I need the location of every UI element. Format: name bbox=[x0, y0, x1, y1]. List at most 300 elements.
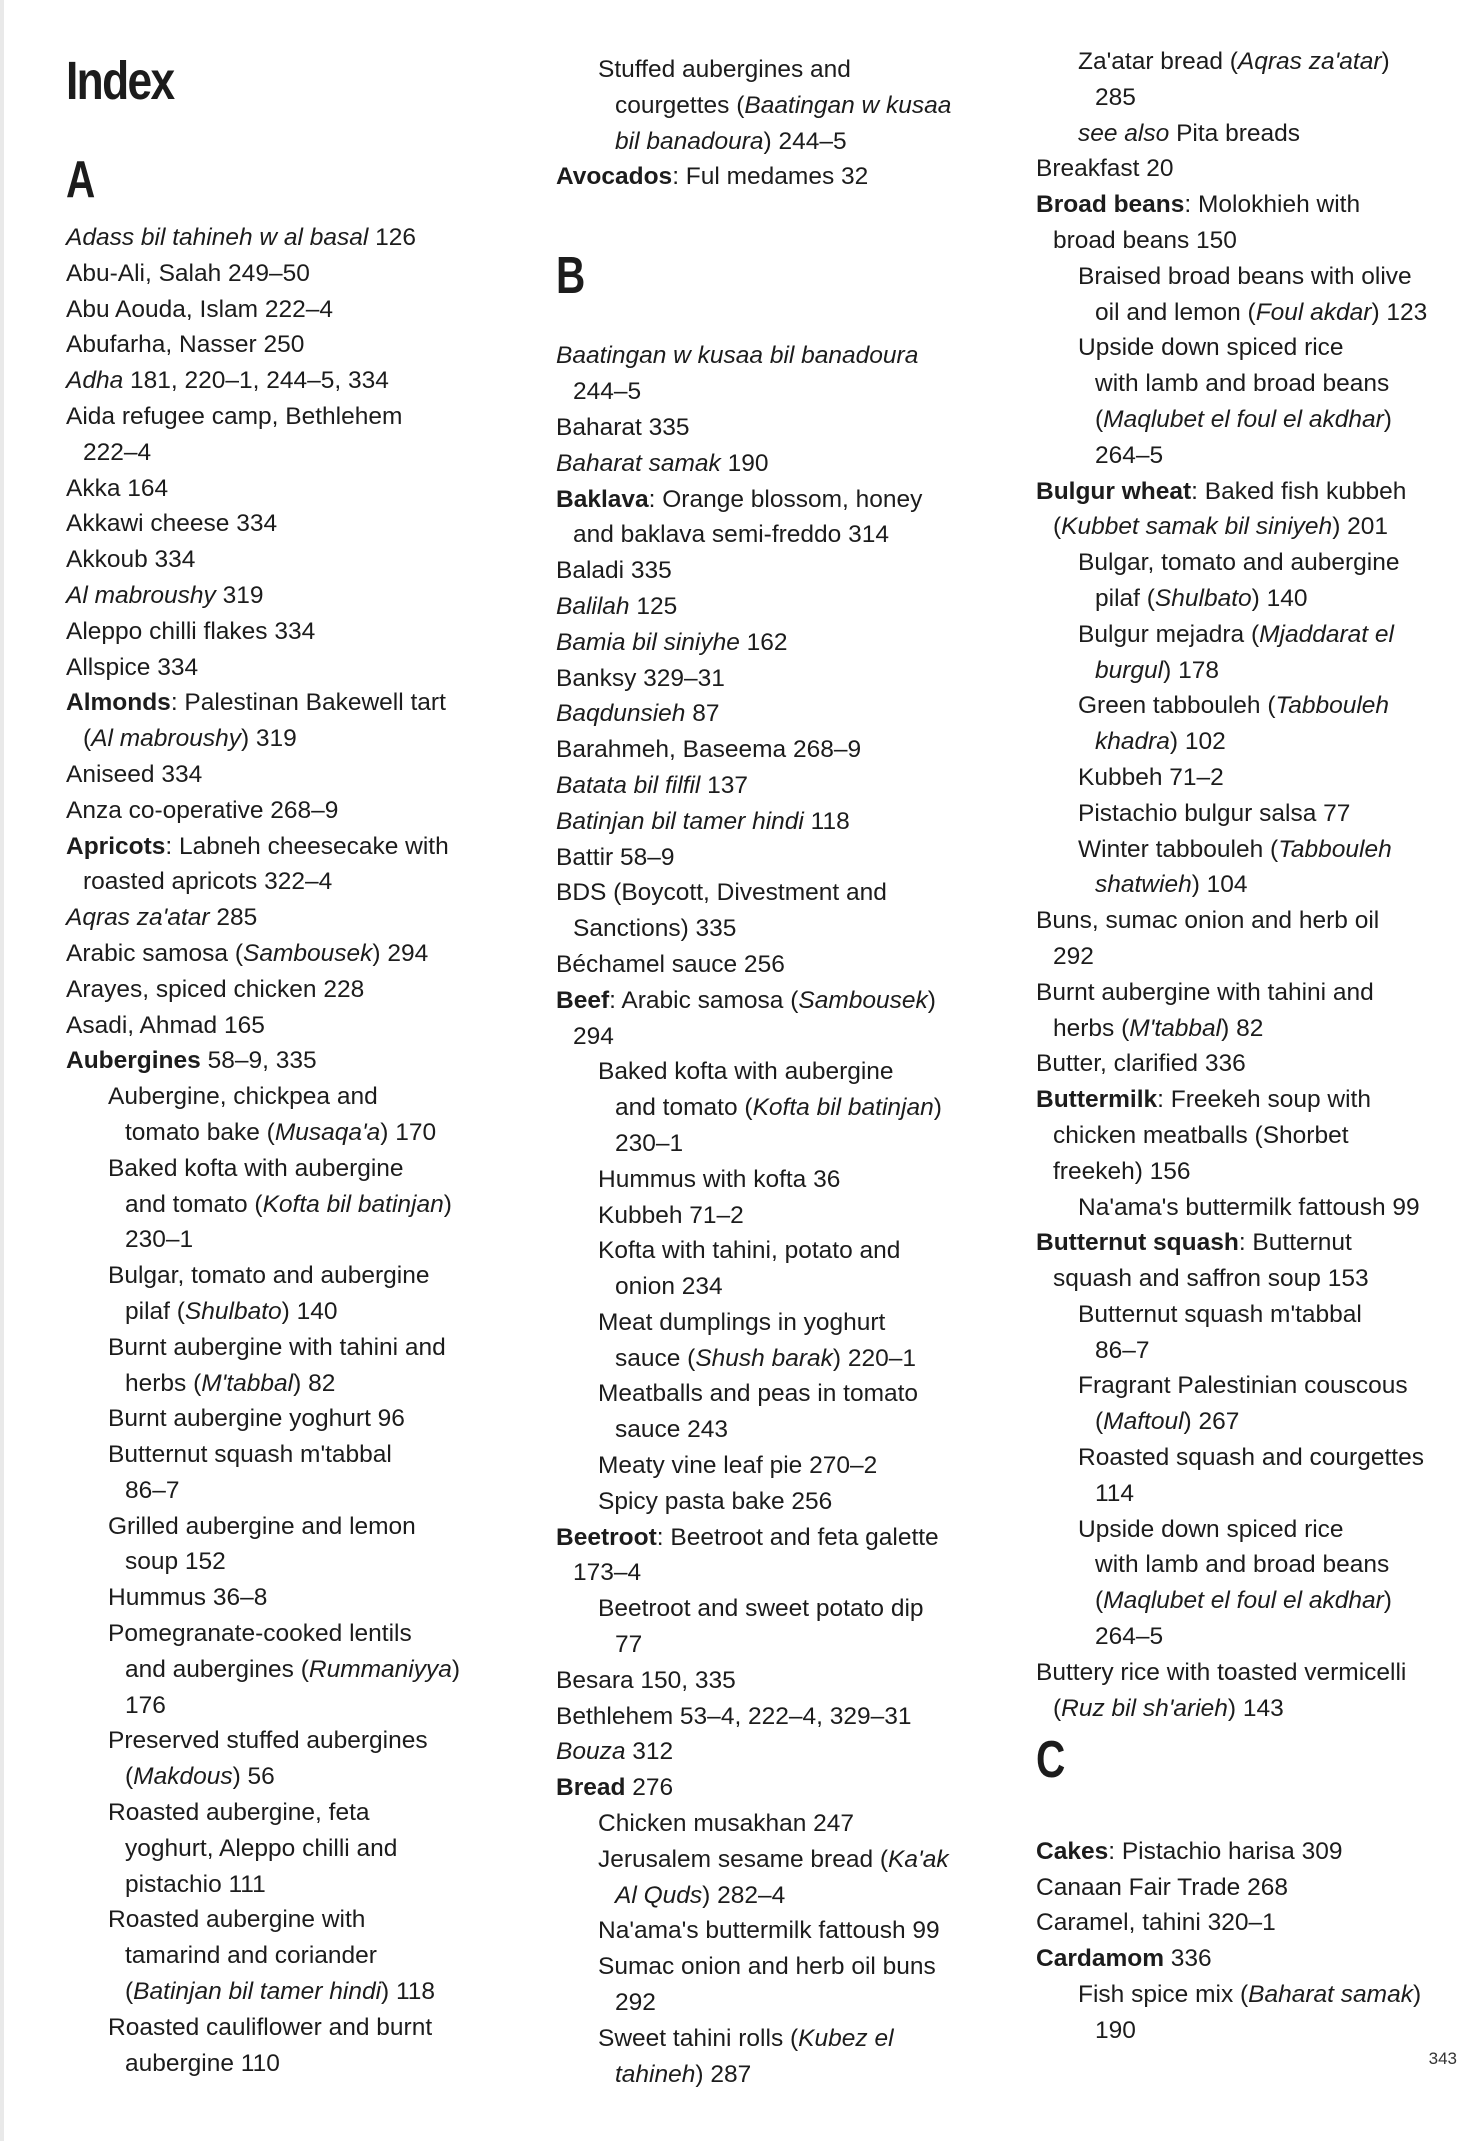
entry-text: freekeh) 156 bbox=[1053, 1157, 1191, 1185]
entry-title-italic: Adha bbox=[66, 367, 124, 395]
index-entry bbox=[66, 1043, 516, 1079]
index-subentry bbox=[556, 1842, 1026, 1878]
entry-text: 190 bbox=[720, 449, 769, 477]
entry-text: pilaf ( bbox=[1095, 584, 1155, 612]
entry-text: 126 bbox=[368, 224, 417, 251]
index-subentry bbox=[1036, 80, 1466, 116]
index-subentry bbox=[1036, 366, 1466, 402]
index-entry bbox=[1036, 474, 1466, 510]
entry-text: Bulgar, tomato and aubergine bbox=[108, 1262, 430, 1290]
index-entry bbox=[556, 911, 1026, 947]
page-title: Index bbox=[66, 51, 174, 111]
entry-text: : Beetroot and feta galette bbox=[656, 1523, 939, 1551]
entry-text: ( bbox=[1095, 405, 1104, 433]
entry-text: Meatballs and peas in tomato bbox=[598, 1380, 919, 1408]
entry-text: ) 267 bbox=[1183, 1408, 1240, 1436]
entry-text: ) bbox=[451, 1655, 461, 1683]
entry-title-italic: Maqlubet el foul el akdhar bbox=[1103, 405, 1384, 433]
entry-title-italic: Al mabroushy bbox=[91, 725, 241, 753]
index-entry bbox=[556, 696, 1026, 732]
index-subentry bbox=[556, 1126, 1026, 1162]
index-entry bbox=[1036, 903, 1466, 939]
entry-text: Roasted cauliflower and burnt bbox=[108, 2013, 433, 2041]
index-entry bbox=[66, 757, 516, 793]
entry-heading: Broad beans bbox=[1036, 191, 1185, 219]
entry-text: 244–5 bbox=[573, 378, 642, 406]
entry-text: Akkawi cheese 334 bbox=[66, 510, 278, 538]
index-entry bbox=[1036, 1225, 1466, 1261]
index-entry bbox=[1036, 1691, 1466, 1727]
index-subentry bbox=[66, 1151, 516, 1187]
section-spacer bbox=[556, 303, 1026, 339]
entry-text: pistachio 111 bbox=[125, 1870, 266, 1898]
entry-text: ) 319 bbox=[240, 725, 297, 753]
index-subentry bbox=[1036, 581, 1466, 617]
index-subentry bbox=[1036, 688, 1466, 724]
index-subentry bbox=[66, 1115, 516, 1151]
index-entry bbox=[556, 1555, 1026, 1591]
entry-text: BDS (Boycott, Divestment and bbox=[556, 879, 887, 907]
entry-title-italic: Batata bil filfil bbox=[556, 771, 701, 799]
entry-text: 87 bbox=[685, 700, 720, 728]
index-entries-col2 bbox=[556, 52, 1026, 2092]
entry-text: Pistachio bulgur salsa 77 bbox=[1078, 799, 1351, 827]
entry-text: aubergine 110 bbox=[125, 2049, 280, 2077]
entry-text: Bethlehem 53–4, 222–4, 329–31 bbox=[556, 1702, 912, 1730]
entry-text: 137 bbox=[700, 771, 749, 799]
entry-text: Beetroot and sweet potato dip bbox=[598, 1595, 924, 1623]
index-subentry bbox=[556, 1448, 1026, 1484]
index-entry bbox=[556, 625, 1026, 661]
index-entry bbox=[556, 661, 1026, 697]
entry-text: 285 bbox=[209, 904, 258, 932]
entry-title-italic: Aqras za'atar bbox=[66, 904, 210, 932]
entry-text: : Labneh cheesecake with bbox=[165, 832, 449, 860]
entry-text: Fragrant Palestinian couscous bbox=[1078, 1372, 1408, 1400]
index-subentry bbox=[556, 1412, 1026, 1448]
index-subentry bbox=[1036, 1512, 1466, 1548]
index-entry bbox=[1036, 223, 1466, 259]
entry-text: Bulgur mejadra ( bbox=[1078, 620, 1260, 648]
entry-text: ) 294 bbox=[372, 939, 429, 967]
entry-title-italic: Al mabroushy bbox=[66, 581, 216, 609]
entry-text: pilaf ( bbox=[125, 1297, 185, 1325]
index-subentry bbox=[1036, 116, 1466, 152]
index-entry bbox=[1036, 509, 1466, 545]
entry-text: : Palestinan Bakewell tart bbox=[170, 689, 446, 717]
entry-text: Anza co-operative 268–9 bbox=[66, 796, 339, 824]
index-entry bbox=[66, 936, 516, 972]
entry-text: roasted apricots 322–4 bbox=[83, 868, 333, 896]
index-subentry bbox=[556, 1985, 1026, 2021]
index-subentry bbox=[66, 1401, 516, 1437]
entry-title-italic: Shulbato bbox=[1154, 584, 1252, 612]
index-entry bbox=[66, 220, 516, 256]
index-subentry bbox=[1036, 1619, 1466, 1655]
index-subentry bbox=[1036, 617, 1466, 653]
entry-text: yoghurt, Aleppo chilli and bbox=[125, 1834, 398, 1862]
entry-text: 86–7 bbox=[125, 1476, 180, 1504]
index-entry bbox=[66, 864, 516, 900]
entry-title-italic: shatwieh bbox=[1095, 871, 1192, 899]
entry-title-italic: Makdous bbox=[133, 1763, 233, 1791]
entry-title-italic: Baqdunsieh bbox=[556, 700, 686, 728]
entry-title-italic: Maqlubet el foul el akdhar bbox=[1103, 1587, 1384, 1615]
entry-title-italic: Rummaniyya bbox=[308, 1655, 452, 1683]
entry-text: 86–7 bbox=[1095, 1336, 1150, 1364]
index-entry bbox=[1036, 1011, 1466, 1047]
entry-text: 294 bbox=[573, 1022, 614, 1050]
index-subentry bbox=[1036, 1476, 1466, 1512]
entry-text: Allspice 334 bbox=[66, 653, 199, 681]
entry-text: Burnt aubergine with tahini and bbox=[1036, 978, 1374, 1006]
entry-title-italic: Baatingan w kusaa bil banadoura bbox=[556, 342, 919, 370]
entry-text: Banksy 329–31 bbox=[556, 664, 725, 692]
index-entry bbox=[556, 732, 1026, 768]
index-entry bbox=[66, 721, 516, 757]
index-subentry bbox=[556, 2057, 1026, 2093]
index-entry bbox=[66, 542, 516, 578]
entry-text: 118 bbox=[803, 807, 850, 835]
entry-text: onion 234 bbox=[615, 1273, 723, 1301]
entry-text: Stuffed aubergines and bbox=[598, 56, 851, 83]
entry-text: 58–9, 335 bbox=[200, 1047, 317, 1075]
entry-text: 276 bbox=[625, 1774, 674, 1802]
entry-text: ) bbox=[1383, 1587, 1392, 1615]
entry-text: Pomegranate-cooked lentils bbox=[108, 1620, 412, 1648]
entry-text: Abu Aouda, Islam 222–4 bbox=[66, 295, 333, 323]
entry-text: Buttery rice with toasted vermicelli bbox=[1036, 1658, 1407, 1686]
index-subentry bbox=[1036, 1440, 1466, 1476]
entry-text: 292 bbox=[615, 1989, 656, 2017]
entry-text: 125 bbox=[629, 592, 678, 620]
entry-title-italic: Foul akdar bbox=[1255, 298, 1372, 326]
index-entries-col1 bbox=[66, 220, 516, 2081]
entry-title-italic: Balilah bbox=[556, 592, 630, 620]
index-entry bbox=[1036, 151, 1466, 187]
entry-text: : Freekeh soup with bbox=[1157, 1086, 1371, 1114]
entry-text: Breakfast 20 bbox=[1036, 155, 1174, 183]
entry-title-italic: Maftoul bbox=[1103, 1408, 1184, 1436]
entry-text: ) 143 bbox=[1227, 1694, 1284, 1722]
entry-text: Aniseed 334 bbox=[66, 760, 203, 788]
entry-text: Butternut squash m'tabbal bbox=[1078, 1300, 1362, 1328]
entry-text: Roasted squash and courgettes bbox=[1078, 1444, 1424, 1472]
index-entry bbox=[66, 614, 516, 650]
entry-text: and tomato ( bbox=[615, 1094, 753, 1122]
section-spacer bbox=[1036, 1726, 1466, 1762]
entry-title-italic: Shush barak bbox=[695, 1344, 833, 1372]
entry-text: 190 bbox=[1095, 2016, 1136, 2044]
entry-text: Buns, sumac onion and herb oil bbox=[1036, 907, 1380, 935]
entry-heading: Beef bbox=[556, 986, 610, 1014]
index-subentry bbox=[556, 1305, 1026, 1341]
entry-heading: Cardamom bbox=[1036, 1945, 1164, 1973]
entry-text: ) 282–4 bbox=[702, 1881, 786, 1909]
index-subentry bbox=[1036, 438, 1466, 474]
entry-text: Baharat 335 bbox=[556, 413, 690, 441]
entry-text: Roasted aubergine with bbox=[108, 1906, 366, 1934]
entry-text: Béchamel sauce 256 bbox=[556, 950, 785, 978]
index-subentry bbox=[1036, 44, 1466, 80]
index-subentry bbox=[66, 1222, 516, 1258]
entry-text: Chicken musakhan 247 bbox=[598, 1810, 855, 1838]
index-subentry bbox=[556, 1198, 1026, 1234]
index-subentry bbox=[66, 1902, 516, 1938]
entry-text: ) 82 bbox=[1221, 1014, 1264, 1042]
entry-title-italic: Adass bil tahineh w al basal bbox=[66, 224, 369, 251]
entry-title-italic: M'tabbal bbox=[201, 1369, 294, 1397]
entry-title-italic: Aqras za'atar bbox=[1237, 48, 1382, 75]
entry-text: 173–4 bbox=[573, 1559, 642, 1587]
entry-text: 222–4 bbox=[83, 438, 152, 466]
entry-title-italic: Kubez el bbox=[798, 2024, 894, 2052]
index-entry bbox=[1036, 1870, 1466, 1906]
index-entry bbox=[556, 338, 1026, 374]
page-number: 343 bbox=[1428, 2049, 1457, 2068]
entry-text: 77 bbox=[615, 1631, 643, 1659]
entry-text: Za'atar bread ( bbox=[1078, 48, 1238, 75]
entry-text: Na'ama's buttermilk fattoush 99 bbox=[598, 1917, 940, 1945]
entry-text: Abufarha, Nasser 250 bbox=[66, 331, 305, 359]
index-entry bbox=[1036, 1655, 1466, 1691]
entry-text: ( bbox=[125, 1978, 134, 2006]
index-entry bbox=[556, 1663, 1026, 1699]
entry-text: broad beans 150 bbox=[1053, 226, 1237, 254]
entry-text: ) 220–1 bbox=[832, 1344, 917, 1372]
entry-text: soup 152 bbox=[125, 1548, 226, 1576]
index-entry bbox=[556, 517, 1026, 553]
entry-text: ) 118 bbox=[381, 1978, 436, 2006]
entry-text: with lamb and broad beans bbox=[1095, 1551, 1390, 1579]
entry-text: ) 201 bbox=[1332, 513, 1389, 541]
index-subentry bbox=[66, 1366, 516, 1402]
entry-title-italic: bil banadoura bbox=[615, 127, 764, 155]
entry-title-italic: Mjaddarat el bbox=[1259, 620, 1394, 648]
entry-title-italic: Kubbet samak bil siniyeh bbox=[1061, 513, 1333, 541]
entry-title-italic: Musaqa'a bbox=[274, 1118, 381, 1146]
entry-title-italic: Kofta bil batinjan bbox=[752, 1094, 934, 1122]
section-spacer bbox=[1036, 1762, 1466, 1798]
entry-title-italic: Al Quds bbox=[615, 1881, 703, 1909]
entry-text: tomato bake ( bbox=[125, 1118, 275, 1146]
entry-text: chicken meatballs (Shorbet bbox=[1053, 1121, 1349, 1149]
entry-text: Na'ama's buttermilk fattoush 99 bbox=[1078, 1193, 1420, 1221]
entry-heading: Bulgur wheat bbox=[1036, 477, 1192, 505]
page-edge bbox=[0, 0, 4, 2141]
entry-text: : Arabic samosa ( bbox=[609, 986, 799, 1014]
index-entry bbox=[556, 159, 1026, 195]
index-subentry bbox=[66, 1652, 516, 1688]
index-subentry bbox=[556, 1341, 1026, 1377]
index-entry bbox=[66, 363, 516, 399]
index-subentry bbox=[66, 1795, 516, 1831]
entry-title-italic: see also bbox=[1078, 119, 1170, 147]
index-entry bbox=[556, 840, 1026, 876]
entry-text: Sweet tahini rolls ( bbox=[598, 2024, 799, 2052]
index-entry bbox=[556, 589, 1026, 625]
entry-text: Aida refugee camp, Bethlehem bbox=[66, 402, 403, 430]
entry-text: : Ful medames 32 bbox=[672, 163, 869, 191]
index-subentry bbox=[556, 1806, 1026, 1842]
entry-title-italic: Ka'ak bbox=[888, 1845, 949, 1873]
index-subentry bbox=[1036, 1404, 1466, 1440]
entry-title-italic: Tabbouleh bbox=[1278, 835, 1392, 863]
index-subentry bbox=[1036, 1297, 1466, 1333]
entry-text: Akka 164 bbox=[66, 474, 169, 502]
entry-text: ) bbox=[1381, 48, 1390, 75]
entry-text: ( bbox=[83, 725, 92, 753]
index-subentry bbox=[556, 2021, 1026, 2057]
index-subentry bbox=[1036, 402, 1466, 438]
entry-text: and tomato ( bbox=[125, 1190, 263, 1218]
entry-text: Sanctions) 335 bbox=[573, 915, 737, 943]
index-subentry bbox=[66, 1831, 516, 1867]
entry-text: Baked kofta with aubergine bbox=[108, 1154, 404, 1182]
entry-text: Aubergine, chickpea and bbox=[108, 1083, 378, 1111]
entry-text: 264–5 bbox=[1095, 1623, 1164, 1651]
entry-text: oil and lemon ( bbox=[1095, 298, 1256, 326]
index-subentry bbox=[556, 1269, 1026, 1305]
entry-text: : Orange blossom, honey bbox=[648, 485, 923, 513]
entry-text: Aleppo chilli flakes 334 bbox=[66, 617, 316, 645]
index-entry bbox=[66, 650, 516, 686]
index-subentry bbox=[1036, 760, 1466, 796]
index-subentry bbox=[66, 1616, 516, 1652]
index-entry bbox=[66, 327, 516, 363]
entry-title-italic: burgul bbox=[1095, 656, 1164, 684]
entry-text: 336 bbox=[1163, 1945, 1212, 1973]
index-entry bbox=[556, 875, 1026, 911]
index-entry bbox=[1036, 1941, 1466, 1977]
entry-text: ) 102 bbox=[1169, 728, 1226, 756]
index-entry bbox=[66, 292, 516, 328]
index-subentry bbox=[66, 1938, 516, 1974]
index-subentry bbox=[1036, 832, 1466, 868]
index-entry bbox=[1036, 1118, 1466, 1154]
index-subentry bbox=[1036, 1190, 1466, 1226]
index-entry bbox=[66, 829, 516, 865]
index-subentry bbox=[1036, 1547, 1466, 1583]
index-column-1 bbox=[66, 0, 516, 2141]
entry-title-italic: Kofta bil batinjan bbox=[262, 1190, 444, 1218]
index-subentry bbox=[1036, 295, 1466, 331]
section-spacer bbox=[556, 267, 1026, 303]
entry-text: Baladi 335 bbox=[556, 557, 672, 585]
entry-heading: Buttermilk bbox=[1036, 1086, 1158, 1114]
entry-text: ) 178 bbox=[1163, 656, 1219, 684]
entry-title-italic: Tabbouleh bbox=[1275, 692, 1390, 720]
index-subentry bbox=[66, 1759, 516, 1795]
index-subentry bbox=[66, 1437, 516, 1473]
entry-text: : Pistachio harisa 309 bbox=[1108, 1837, 1343, 1865]
entry-text: 162 bbox=[739, 628, 788, 656]
index-subentry bbox=[1036, 653, 1466, 689]
entry-text: and baklava semi-freddo 314 bbox=[573, 521, 889, 549]
index-subentry bbox=[66, 1688, 516, 1724]
entry-text: ) 123 bbox=[1371, 298, 1428, 326]
entry-text: ( bbox=[1053, 1694, 1062, 1722]
index-subentry bbox=[1036, 1977, 1466, 2013]
index-subentry bbox=[556, 124, 1026, 160]
entry-text: Arabic samosa ( bbox=[66, 939, 244, 967]
index-entry bbox=[66, 435, 516, 471]
entry-text: Braised broad beans with olive bbox=[1078, 262, 1412, 290]
entry-heading: Baklava bbox=[556, 485, 649, 513]
index-subentry bbox=[556, 1233, 1026, 1269]
index-subentry bbox=[66, 1473, 516, 1509]
entry-title-italic: Bouza bbox=[556, 1738, 626, 1766]
index-subentry bbox=[556, 1591, 1026, 1627]
entry-title-italic: Bamia bil siniyhe bbox=[556, 628, 740, 656]
entry-title-italic: khadra bbox=[1095, 728, 1170, 756]
index-entry bbox=[556, 1770, 1026, 1806]
entry-text: Sumac onion and herb oil buns bbox=[598, 1953, 936, 1981]
entry-text: ) bbox=[933, 1094, 942, 1122]
entry-title-italic: Baharat samak bbox=[556, 449, 721, 477]
entry-text: Kubbeh 71–2 bbox=[1078, 763, 1224, 791]
index-entry bbox=[1036, 1082, 1466, 1118]
index-subentry bbox=[66, 1580, 516, 1616]
entry-text: : Baked fish kubbeh bbox=[1191, 477, 1407, 505]
section-spacer bbox=[556, 231, 1026, 267]
entry-heading: Cakes bbox=[1036, 1837, 1109, 1865]
index-subentry bbox=[1036, 2013, 1466, 2049]
entry-text: sauce ( bbox=[615, 1344, 696, 1372]
index-subentry bbox=[1036, 1333, 1466, 1369]
index-subentry bbox=[556, 52, 1026, 88]
entry-text: 114 bbox=[1095, 1479, 1135, 1507]
index-subentry bbox=[556, 1376, 1026, 1412]
index-entry bbox=[1036, 1834, 1466, 1870]
index-entry bbox=[556, 482, 1026, 518]
section-letter-b: B bbox=[556, 247, 586, 305]
entry-text: Barahmeh, Baseema 268–9 bbox=[556, 736, 862, 764]
entry-text: Burnt aubergine yoghurt 96 bbox=[108, 1405, 405, 1433]
entry-text: Kubbeh 71–2 bbox=[598, 1201, 744, 1229]
index-subentry bbox=[1036, 545, 1466, 581]
section-spacer bbox=[1036, 1798, 1466, 1834]
index-subentry bbox=[1036, 259, 1466, 295]
index-entry bbox=[556, 1699, 1026, 1735]
entry-text: Spicy pasta bake 256 bbox=[598, 1487, 833, 1515]
entry-text: Upside down spiced rice bbox=[1078, 334, 1344, 362]
index-entry bbox=[66, 685, 516, 721]
index-subentry bbox=[556, 1090, 1026, 1126]
entry-text: Meaty vine leaf pie 270–2 bbox=[598, 1452, 878, 1480]
entry-text: ) 56 bbox=[232, 1763, 275, 1791]
index-subentry bbox=[66, 1187, 516, 1223]
entry-text: Green tabbouleh ( bbox=[1078, 692, 1276, 720]
entry-text: ) 170 bbox=[380, 1118, 437, 1146]
entry-text: ) 82 bbox=[293, 1369, 336, 1397]
index-subentry bbox=[1036, 724, 1466, 760]
entry-heading: Beetroot bbox=[556, 1523, 657, 1551]
entry-text: ( bbox=[125, 1763, 134, 1791]
index-subentry bbox=[1036, 1368, 1466, 1404]
index-column-3 bbox=[1036, 0, 1466, 2141]
entry-text: sauce 243 bbox=[615, 1416, 729, 1444]
index-subentry bbox=[556, 1054, 1026, 1090]
index-subentry bbox=[66, 1294, 516, 1330]
section-letter-a: A bbox=[66, 151, 96, 209]
entry-text: ) 140 bbox=[1251, 584, 1308, 612]
entry-text: 285 bbox=[1095, 83, 1136, 111]
entry-text: 292 bbox=[1053, 942, 1094, 970]
entry-text: tamarind and coriander bbox=[125, 1942, 377, 1970]
index-entry bbox=[556, 374, 1026, 410]
entry-text: 312 bbox=[625, 1738, 674, 1766]
